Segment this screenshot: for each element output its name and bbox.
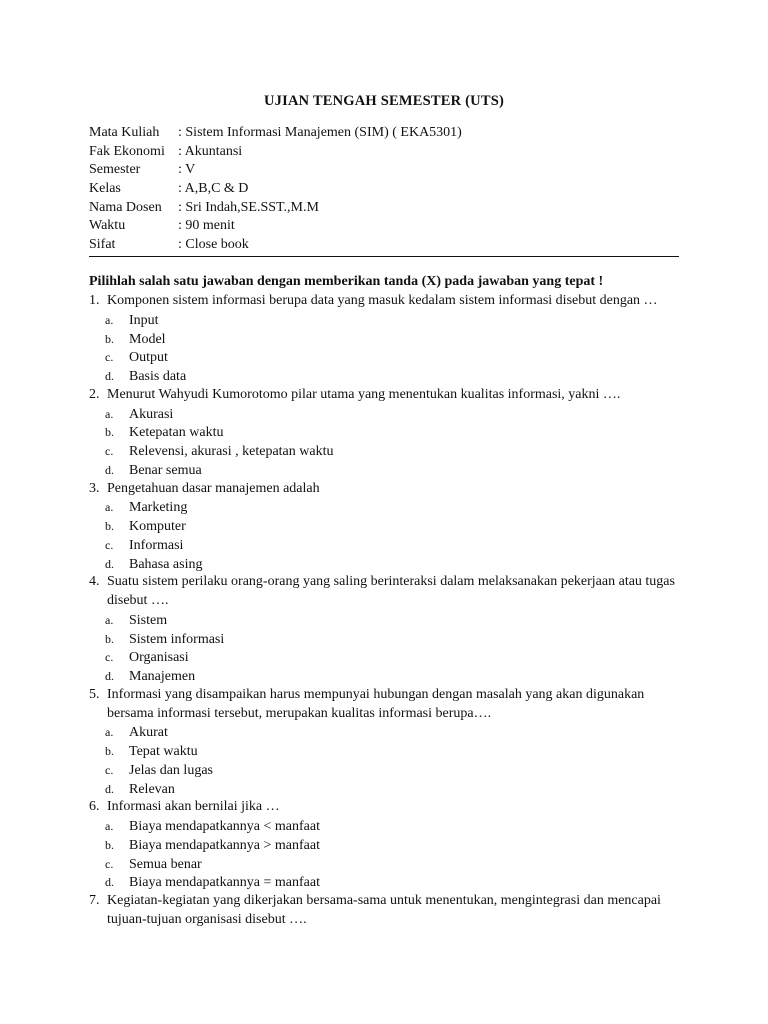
question-text-continued: disebut …. [107,593,169,608]
question-7 [89,892,689,911]
option-text: Semua benar [129,856,202,872]
answer-option [89,311,689,330]
option-letter: a. [105,312,114,327]
info-row-lecturer [89,199,462,218]
option-text: Biaya mendapatkannya > manfaat [129,837,320,853]
option-letter: a. [105,500,114,515]
option-text: Benar semua [129,462,202,478]
option-letter: b. [105,331,114,346]
option-text: Manajemen [129,669,196,684]
option-text: Sistem informasi [129,631,225,647]
option-text: Organisasi [129,650,189,666]
question-text: Menurut Wahyudi Kumorotomo pilar utama yang menentukan kualitas informasi, yakni …. [107,386,621,402]
question-4 [89,573,689,592]
info-value: : Sri Indah,SE.SST.,M.M [178,199,319,215]
instruction-text: Pilihlah salah satu jawaban dengan memberikan tanda (X) pada jawaban yang tepat ! [89,274,604,289]
option-text: Akurasi [129,406,174,422]
answer-option [89,330,689,349]
option-letter: d. [105,369,114,383]
info-label: Nama Dosen [89,199,162,215]
question-number: 5. [89,686,100,702]
option-text: Output [129,350,168,366]
answer-option [89,817,689,836]
option-text: Relevensi, akurasi , ketepatan waktu [129,444,334,459]
option-text: Tepat waktu [129,744,198,759]
answer-option [89,367,689,386]
answer-option [89,555,689,574]
info-value: : 90 menit [178,218,235,234]
question-5 [89,686,689,705]
question-text: Pengetahuan dasar manajemen adalah [107,480,320,496]
question-text: Suatu sistem perilaku orang-orang yang saling berinteraksi dalam melaksanakan pekerjaan atau tugas [107,574,675,590]
info-label: Fak Ekonomi [89,143,165,159]
answer-option [89,648,689,667]
option-letter: d. [105,556,114,571]
option-text: Informasi [129,537,184,553]
answer-option [89,630,689,649]
option-letter: c. [105,650,114,665]
option-text: Basis data [129,369,187,384]
option-letter: c. [105,350,114,365]
option-letter: b. [105,631,114,646]
option-letter: b. [105,519,114,533]
info-value: : A,B,C & D [178,181,249,197]
question-text: Komponen sistem informasi berupa data yang masuk kedalam sistem informasi disebut dengan … [107,293,658,308]
answer-option [89,442,689,461]
option-text: Relevan [129,781,175,797]
question-number: 7. [89,893,100,908]
option-text: Model [129,331,166,347]
question-number: 1. [89,293,100,308]
question-list [89,292,689,930]
answer-option [89,611,689,630]
question-text-continued: tujuan-tujuan organisasi disebut …. [107,911,307,927]
question-6 [89,798,689,817]
info-value: : Sistem Informasi Manajemen (SIM) ( EKA5301) [178,125,462,140]
info-row-faculty [89,143,462,162]
exam-title: UJIAN TENGAH SEMESTER (UTS) [264,93,504,109]
option-text: Komputer [129,519,186,534]
exam-info-table [89,124,462,255]
answer-option [89,723,689,742]
option-letter: d. [105,781,114,796]
answer-option [89,405,689,424]
header-divider [89,256,679,257]
option-letter: c. [105,856,114,871]
option-text: Input [129,312,159,328]
option-letter: d. [105,462,114,477]
question-number: 4. [89,574,100,590]
option-letter: c. [105,537,114,552]
option-text: Marketing [129,500,188,516]
info-row-class [89,180,462,199]
option-letter: a. [105,406,114,421]
option-letter: a. [105,612,114,627]
question-number: 6. [89,799,100,815]
answer-option [89,855,689,874]
answer-option [89,348,689,367]
option-text: Jelas dan lugas [129,762,213,778]
info-label: Kelas [89,181,121,197]
question-text: Informasi akan bernilai jika … [107,799,280,815]
question-number: 3. [89,480,100,496]
question-text: Kegiatan-kegiatan yang dikerjakan bersama-sama untuk menentukan, mengintegrasi dan mencapai [107,893,661,908]
question-text-continued: bersama informasi tersebut, merupakan kualitas informasi berupa…. [107,705,492,721]
answer-option [89,461,689,480]
option-letter: b. [105,744,114,758]
answer-option [89,423,689,442]
option-text: Ketepatan waktu [129,425,224,441]
option-letter: d. [105,875,114,890]
info-value: : Close book [178,237,249,253]
answer-option [89,780,689,799]
info-value: : Akuntansi [178,143,243,159]
info-row-type [89,236,462,255]
info-row-duration [89,217,462,236]
answer-option [89,761,689,780]
info-label: Sifat [89,237,116,253]
option-text: Biaya mendapatkannya = manfaat [129,875,320,891]
answer-option [89,742,689,761]
answer-option [89,536,689,555]
answer-option [89,517,689,536]
option-text: Bahasa asing [129,556,203,572]
question-3 [89,480,689,499]
option-text: Biaya mendapatkannya < manfaat [129,819,320,834]
info-label: Semester [89,162,141,178]
info-label: Mata Kuliah [89,125,160,140]
info-value: : V [178,162,196,178]
info-row-semester [89,161,462,180]
option-letter: b. [105,837,114,852]
option-letter: b. [105,425,114,440]
info-row-course [89,124,462,143]
answer-option [89,873,689,892]
answer-option [89,667,689,686]
question-2 [89,386,689,405]
option-letter: c. [105,444,114,458]
info-label: Waktu [89,218,126,234]
question-number: 2. [89,386,100,402]
option-text: Akurat [129,725,168,741]
option-letter: a. [105,819,114,833]
option-text: Sistem [129,612,168,628]
option-letter: d. [105,669,114,683]
option-letter: c. [105,762,114,777]
question-text: Informasi yang disampaikan harus mempunyai hubungan dengan masalah yang akan digunakan [107,686,645,702]
option-letter: a. [105,725,114,740]
answer-option [89,498,689,517]
answer-option [89,836,689,855]
question-1 [89,292,689,311]
